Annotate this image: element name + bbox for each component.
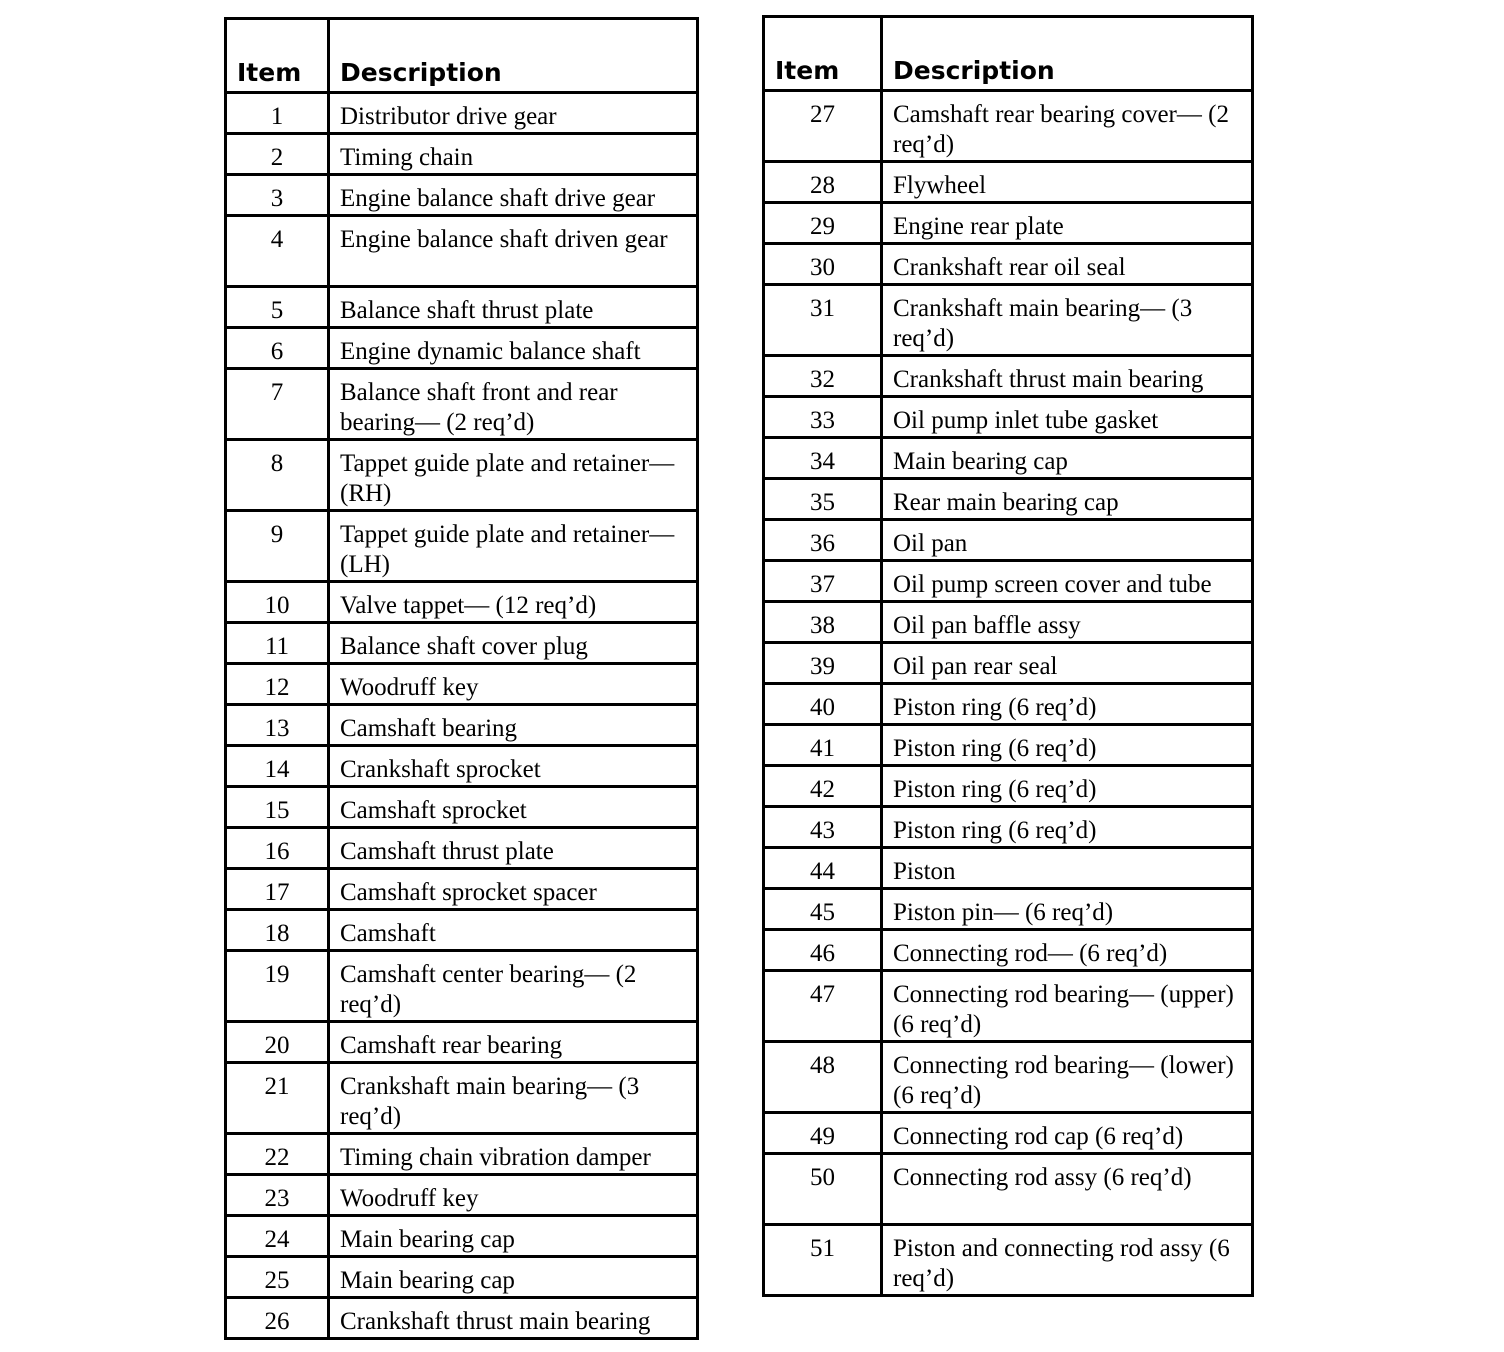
table-row (226, 1257, 698, 1298)
table-row (226, 1022, 698, 1063)
item-number: 43 (764, 807, 882, 848)
item-description: Distributor drive gear (329, 93, 698, 134)
header-row (764, 17, 1253, 91)
item-description: Timing chain vibration damper (329, 1134, 698, 1175)
item-number: 29 (764, 203, 882, 244)
item-description: Woodruff key (329, 1175, 698, 1216)
item-description: Piston and connecting rod assy (6 req’d) (882, 1225, 1253, 1296)
table-row (226, 175, 698, 216)
table-row (226, 910, 698, 951)
table-row (764, 479, 1253, 520)
item-number: 40 (764, 684, 882, 725)
item-description: Camshaft center bearing— (2 req’d) (329, 951, 698, 1022)
item-description: Engine balance shaft drive gear (329, 175, 698, 216)
description-column-header: Description (882, 17, 1253, 91)
table-row (764, 244, 1253, 285)
item-description: Crankshaft sprocket (329, 746, 698, 787)
item-description: Engine rear plate (882, 203, 1253, 244)
item-description: Tappet guide plate and retainer— (RH) (329, 440, 698, 511)
item-number: 10 (226, 582, 329, 623)
table-row (226, 287, 698, 328)
item-number: 41 (764, 725, 882, 766)
item-number: 32 (764, 356, 882, 397)
item-number: 35 (764, 479, 882, 520)
item-number: 24 (226, 1216, 329, 1257)
item-number: 31 (764, 285, 882, 356)
item-number: 28 (764, 162, 882, 203)
item-description: Engine balance shaft driven gear (329, 216, 698, 287)
table-row (764, 848, 1253, 889)
table-row (226, 328, 698, 369)
table-row (764, 1042, 1253, 1113)
item-number: 21 (226, 1063, 329, 1134)
table-row (764, 438, 1253, 479)
item-description: Connecting rod bearing— (lower) (6 req’d) (882, 1042, 1253, 1113)
table-row (226, 664, 698, 705)
item-description: Oil pan baffle assy (882, 602, 1253, 643)
item-number: 16 (226, 828, 329, 869)
table-row (226, 1175, 698, 1216)
table-row (226, 440, 698, 511)
item-number: 27 (764, 91, 882, 162)
table-row (764, 971, 1253, 1042)
item-number: 39 (764, 643, 882, 684)
item-number: 1 (226, 93, 329, 134)
item-description: Main bearing cap (329, 1216, 698, 1257)
item-description: Tappet guide plate and retainer— (LH) (329, 511, 698, 582)
item-description: Camshaft bearing (329, 705, 698, 746)
item-description: Piston ring (6 req’d) (882, 766, 1253, 807)
item-number: 9 (226, 511, 329, 582)
item-number: 11 (226, 623, 329, 664)
item-description: Balance shaft front and rear bearing— (2 req’d) (329, 369, 698, 440)
table-row (764, 1113, 1253, 1154)
item-number: 6 (226, 328, 329, 369)
item-number: 3 (226, 175, 329, 216)
item-description: Camshaft sprocket spacer (329, 869, 698, 910)
item-description: Valve tappet— (12 req’d) (329, 582, 698, 623)
item-description: Oil pump screen cover and tube (882, 561, 1253, 602)
item-number: 14 (226, 746, 329, 787)
item-description: Crankshaft thrust main bearing (882, 356, 1253, 397)
table-row (226, 869, 698, 910)
table-row (226, 705, 698, 746)
table-row (226, 1298, 698, 1339)
item-description: Connecting rod cap (6 req’d) (882, 1113, 1253, 1154)
table-row (226, 951, 698, 1022)
item-description: Piston ring (6 req’d) (882, 725, 1253, 766)
table-row (764, 203, 1253, 244)
item-description: Woodruff key (329, 664, 698, 705)
table-row (764, 561, 1253, 602)
table-row (226, 828, 698, 869)
table-row (764, 1225, 1253, 1296)
table-row (764, 397, 1253, 438)
item-number: 44 (764, 848, 882, 889)
item-description: Main bearing cap (882, 438, 1253, 479)
item-number: 49 (764, 1113, 882, 1154)
item-number: 2 (226, 134, 329, 175)
item-description: Main bearing cap (329, 1257, 698, 1298)
description-column-header: Description (329, 19, 698, 93)
table-row (764, 602, 1253, 643)
item-description: Engine dynamic balance shaft (329, 328, 698, 369)
table-row (226, 511, 698, 582)
item-description: Crankshaft main bearing— (3 req’d) (882, 285, 1253, 356)
item-number: 33 (764, 397, 882, 438)
table-row (764, 162, 1253, 203)
table-row (226, 216, 698, 287)
item-number: 34 (764, 438, 882, 479)
table-row (764, 285, 1253, 356)
table-row (764, 807, 1253, 848)
item-description: Piston ring (6 req’d) (882, 684, 1253, 725)
table-row (764, 520, 1253, 561)
item-description: Connecting rod— (6 req’d) (882, 930, 1253, 971)
item-number: 36 (764, 520, 882, 561)
item-description: Crankshaft rear oil seal (882, 244, 1253, 285)
table-row (764, 684, 1253, 725)
item-description: Oil pan rear seal (882, 643, 1253, 684)
table-row (764, 356, 1253, 397)
table-row (226, 134, 698, 175)
item-number: 37 (764, 561, 882, 602)
item-number: 15 (226, 787, 329, 828)
table-row (764, 91, 1253, 162)
table-row (764, 930, 1253, 971)
item-description: Rear main bearing cap (882, 479, 1253, 520)
item-number: 8 (226, 440, 329, 511)
item-number: 23 (226, 1175, 329, 1216)
item-number: 38 (764, 602, 882, 643)
item-number: 20 (226, 1022, 329, 1063)
item-number: 12 (226, 664, 329, 705)
parts-table-left (224, 17, 699, 1340)
table-row (226, 369, 698, 440)
item-number: 13 (226, 705, 329, 746)
item-description: Timing chain (329, 134, 698, 175)
table-row (764, 643, 1253, 684)
item-description: Piston (882, 848, 1253, 889)
item-number: 4 (226, 216, 329, 287)
table-row (764, 766, 1253, 807)
item-number: 50 (764, 1154, 882, 1225)
item-description: Crankshaft main bearing— (3 req’d) (329, 1063, 698, 1134)
item-number: 18 (226, 910, 329, 951)
item-number: 7 (226, 369, 329, 440)
item-number: 30 (764, 244, 882, 285)
table-row (226, 623, 698, 664)
item-number: 22 (226, 1134, 329, 1175)
table-row (764, 1154, 1253, 1225)
item-description: Piston ring (6 req’d) (882, 807, 1253, 848)
table-row (226, 746, 698, 787)
item-number: 19 (226, 951, 329, 1022)
item-number: 51 (764, 1225, 882, 1296)
item-description: Balance shaft cover plug (329, 623, 698, 664)
table-row (226, 787, 698, 828)
table-row (764, 889, 1253, 930)
item-number: 5 (226, 287, 329, 328)
item-number: 17 (226, 869, 329, 910)
item-description: Crankshaft thrust main bearing (329, 1298, 698, 1339)
item-description: Connecting rod assy (6 req’d) (882, 1154, 1253, 1225)
item-column-header: Item (226, 19, 329, 93)
item-number: 48 (764, 1042, 882, 1113)
table-row (226, 1216, 698, 1257)
table-row (226, 93, 698, 134)
item-description: Oil pan (882, 520, 1253, 561)
item-description: Camshaft sprocket (329, 787, 698, 828)
table-row (226, 582, 698, 623)
item-number: 47 (764, 971, 882, 1042)
table-row (226, 1063, 698, 1134)
item-description: Piston pin— (6 req’d) (882, 889, 1253, 930)
item-description: Camshaft rear bearing cover— (2 req’d) (882, 91, 1253, 162)
item-description: Flywheel (882, 162, 1253, 203)
parts-table-right (762, 15, 1254, 1297)
item-number: 46 (764, 930, 882, 971)
header-row (226, 19, 698, 93)
item-description: Connecting rod bearing— (upper) (6 req’d) (882, 971, 1253, 1042)
item-column-header: Item (764, 17, 882, 91)
item-number: 45 (764, 889, 882, 930)
item-description: Balance shaft thrust plate (329, 287, 698, 328)
table-row (226, 1134, 698, 1175)
item-number: 42 (764, 766, 882, 807)
table-row (764, 725, 1253, 766)
item-description: Camshaft (329, 910, 698, 951)
item-description: Camshaft thrust plate (329, 828, 698, 869)
item-description: Oil pump inlet tube gasket (882, 397, 1253, 438)
item-number: 26 (226, 1298, 329, 1339)
item-description: Camshaft rear bearing (329, 1022, 698, 1063)
item-number: 25 (226, 1257, 329, 1298)
